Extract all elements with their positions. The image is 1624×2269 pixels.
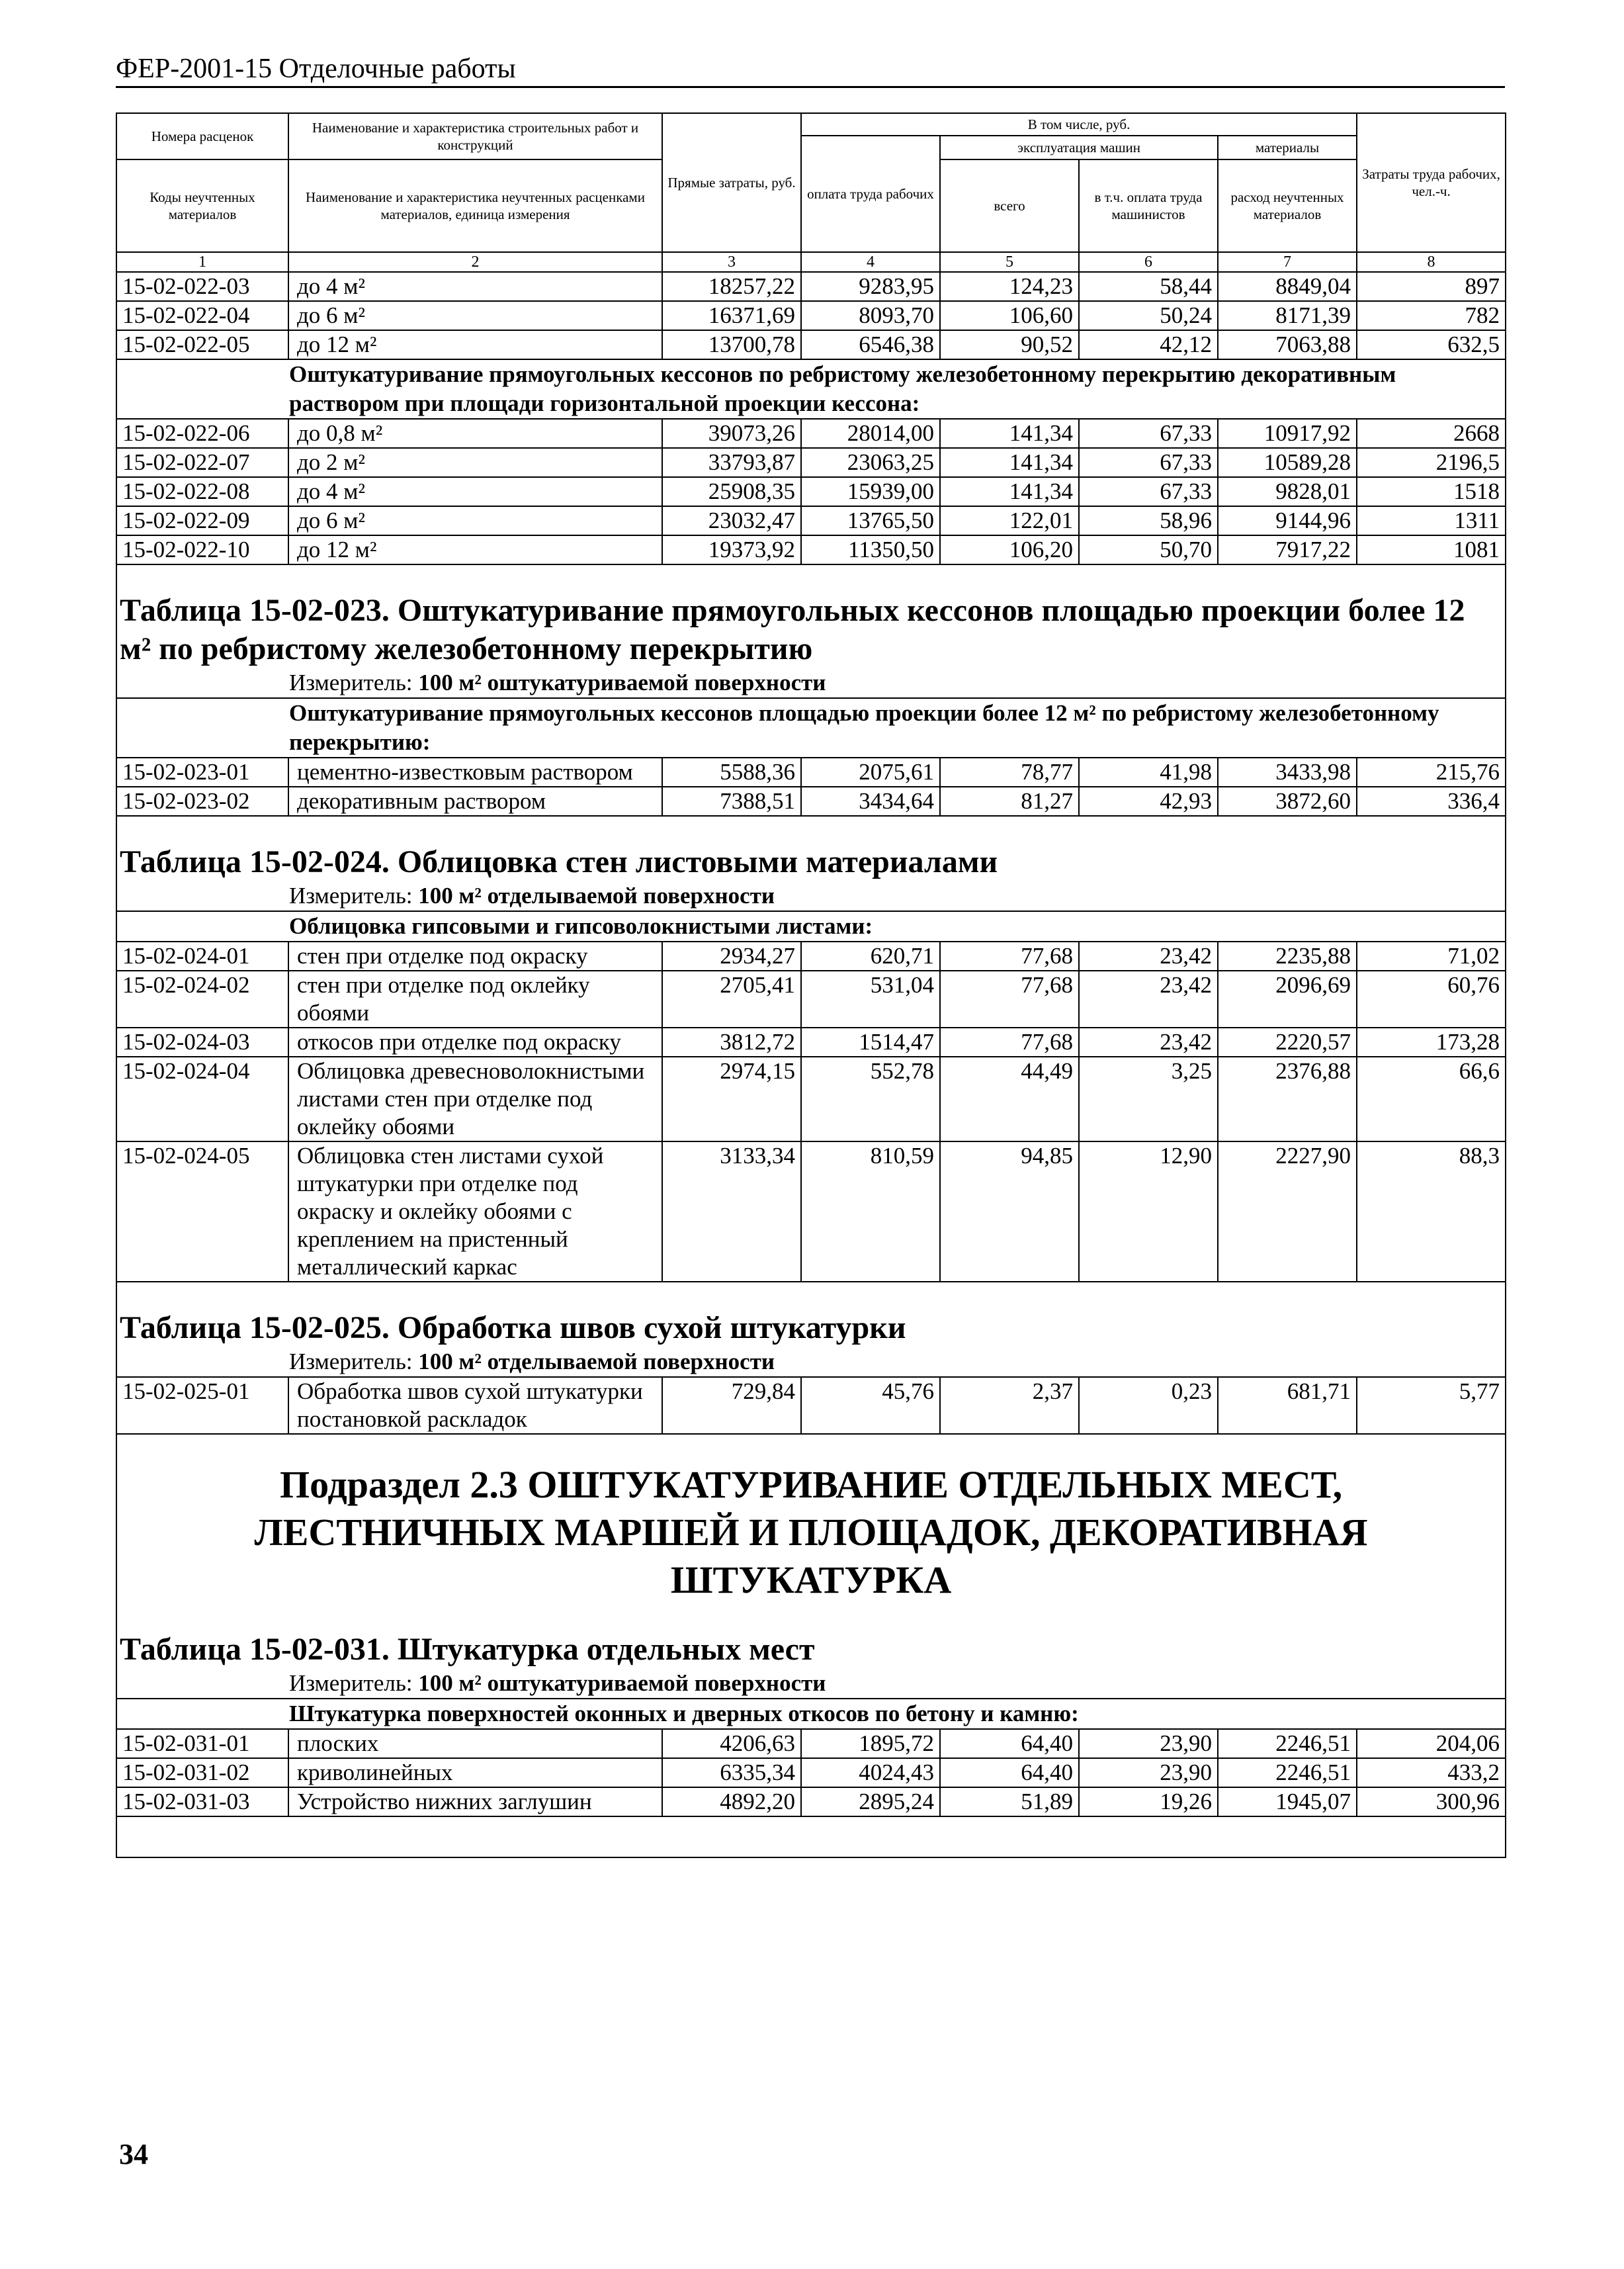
cell-wages: 8093,70 — [801, 301, 940, 330]
cell-direct-costs: 5588,36 — [662, 758, 801, 787]
cell-machinist-wages: 50,24 — [1079, 301, 1218, 330]
cell-labor-hours: 2196,5 — [1357, 448, 1506, 477]
cell-machines-total: 78,77 — [940, 758, 1079, 787]
col-index: 6 — [1079, 252, 1218, 272]
cell-machines-total: 44,49 — [940, 1057, 1079, 1141]
cell-materials: 2246,51 — [1218, 1729, 1357, 1758]
col-head-material-names: Наименование и характеристика неучтенных расценками материалов, единица измерения — [288, 159, 662, 252]
cell-machinist-wages: 67,33 — [1079, 419, 1218, 448]
cell-wages: 4024,43 — [801, 1758, 940, 1787]
cell-labor-hours: 215,76 — [1357, 758, 1506, 787]
table-row — [116, 419, 1506, 448]
cell-direct-costs: 19373,92 — [662, 535, 801, 564]
cell-labor-hours: 71,02 — [1357, 942, 1506, 971]
col-head-direct-costs: Прямые затраты, руб. — [662, 113, 801, 252]
cell-direct-costs: 2974,15 — [662, 1057, 801, 1141]
cell-labor-hours: 60,76 — [1357, 971, 1506, 1028]
col-head-machines-total: всего — [940, 159, 1079, 252]
col-head-machines: эксплуатация машин — [940, 136, 1218, 159]
col-index: 7 — [1218, 252, 1357, 272]
cell-machinist-wages: 58,44 — [1079, 272, 1218, 301]
cell-machinist-wages: 12,90 — [1079, 1141, 1218, 1282]
cell-rate-code: 15-02-025-01 — [116, 1377, 288, 1434]
unit-value: 100 м² оштукатуриваемой поверхности — [418, 670, 826, 695]
table-row — [116, 301, 1506, 330]
cell-materials: 3872,60 — [1218, 787, 1357, 816]
table-row — [116, 448, 1506, 477]
group-heading: Штукатурка поверхностей оконных и дверных откосов по бетону и камню: — [116, 1699, 1506, 1729]
group-heading: Облицовка гипсовыми и гипсоволокнистыми листами: — [116, 911, 1506, 942]
cell-labor-hours: 433,2 — [1357, 1758, 1506, 1787]
unit-line — [116, 668, 1506, 698]
table-row — [116, 330, 1506, 359]
cell-direct-costs: 39073,26 — [662, 419, 801, 448]
col-head-work-name: Наименование и характеристика строительных работ и конструкций — [288, 113, 662, 159]
cell-machinist-wages: 50,70 — [1079, 535, 1218, 564]
cell-wages: 810,59 — [801, 1141, 940, 1282]
cell-rate-code: 15-02-023-02 — [116, 787, 288, 816]
cell-wages: 45,76 — [801, 1377, 940, 1434]
cell-labor-hours: 173,28 — [1357, 1028, 1506, 1057]
cell-wages: 15939,00 — [801, 477, 940, 506]
cell-work-name: до 2 м² — [288, 448, 662, 477]
cell-rate-code: 15-02-023-01 — [116, 758, 288, 787]
cell-materials: 2096,69 — [1218, 971, 1357, 1028]
table-row — [116, 1141, 1506, 1282]
cell-machines-total: 122,01 — [940, 506, 1079, 535]
cell-work-name: до 4 м² — [288, 477, 662, 506]
col-head-machinist-wages: в т.ч. оплата труда машинистов — [1079, 159, 1218, 252]
cell-work-name: до 12 м² — [288, 330, 662, 359]
cell-labor-hours: 782 — [1357, 301, 1506, 330]
col-index: 3 — [662, 252, 801, 272]
cell-direct-costs: 7388,51 — [662, 787, 801, 816]
cell-work-name: цементно-известковым раствором — [288, 758, 662, 787]
cell-rate-code: 15-02-031-02 — [116, 1758, 288, 1787]
cell-wages: 11350,50 — [801, 535, 940, 564]
cell-materials: 2227,90 — [1218, 1141, 1357, 1282]
cell-rate-code: 15-02-022-04 — [116, 301, 288, 330]
table-row — [116, 758, 1506, 787]
cell-machines-total: 81,27 — [940, 787, 1079, 816]
cell-work-name: до 6 м² — [288, 301, 662, 330]
cell-work-name: до 4 м² — [288, 272, 662, 301]
cell-work-name: плоских — [288, 1729, 662, 1758]
cell-rate-code: 15-02-024-02 — [116, 971, 288, 1028]
table-row — [116, 1057, 1506, 1141]
cell-rate-code: 15-02-022-03 — [116, 272, 288, 301]
cell-materials: 10917,92 — [1218, 419, 1357, 448]
page-number: 34 — [119, 2138, 148, 2170]
cell-wages: 13765,50 — [801, 506, 940, 535]
cell-machinist-wages: 23,42 — [1079, 971, 1218, 1028]
cell-rate-code: 15-02-022-05 — [116, 330, 288, 359]
cell-machines-total: 124,23 — [940, 272, 1079, 301]
unit-value: 100 м² отделываемой поверхности — [418, 1349, 775, 1374]
cell-machines-total: 64,40 — [940, 1758, 1079, 1787]
cell-materials: 681,71 — [1218, 1377, 1357, 1434]
table-title-15-02-023: Таблица 15-02-023. Оштукатуривание прямоугольных кессонов площадью проекции более 12 м² по ребристому железобетонному перекрытию — [116, 592, 1506, 668]
cell-machines-total: 51,89 — [940, 1787, 1079, 1816]
cell-machines-total: 64,40 — [940, 1729, 1079, 1758]
unit-prefix: Измеритель: — [289, 1349, 413, 1374]
cell-machines-total: 141,34 — [940, 477, 1079, 506]
cell-direct-costs: 16371,69 — [662, 301, 801, 330]
cell-work-name: откосов при отделке под окраску — [288, 1028, 662, 1057]
cell-machinist-wages: 23,42 — [1079, 942, 1218, 971]
cell-materials: 8171,39 — [1218, 301, 1357, 330]
col-index: 1 — [116, 252, 288, 272]
table-title-15-02-031: Таблица 15-02-031. Штукатурка отдельных мест — [116, 1630, 1506, 1669]
cell-direct-costs: 13700,78 — [662, 330, 801, 359]
table-row — [116, 477, 1506, 506]
cell-labor-hours: 1518 — [1357, 477, 1506, 506]
cell-wages: 3434,64 — [801, 787, 940, 816]
cell-materials: 8849,04 — [1218, 272, 1357, 301]
cell-direct-costs: 2705,41 — [662, 971, 801, 1028]
col-head-material-codes: Коды неучтенных материалов — [116, 159, 288, 252]
cell-rate-code: 15-02-024-01 — [116, 942, 288, 971]
cell-machines-total: 141,34 — [940, 448, 1079, 477]
cell-machinist-wages: 41,98 — [1079, 758, 1218, 787]
col-index: 2 — [288, 252, 662, 272]
cell-wages: 531,04 — [801, 971, 940, 1028]
cell-labor-hours: 1081 — [1357, 535, 1506, 564]
cell-machinist-wages: 67,33 — [1079, 448, 1218, 477]
col-index: 5 — [940, 252, 1079, 272]
cell-direct-costs: 25908,35 — [662, 477, 801, 506]
cell-direct-costs: 729,84 — [662, 1377, 801, 1434]
cell-wages: 552,78 — [801, 1057, 940, 1141]
table-title-15-02-025: Таблица 15-02-025. Обработка швов сухой штукатурки — [116, 1309, 1506, 1347]
unit-line — [116, 1669, 1506, 1699]
cell-work-name: стен при отделке под окраску — [288, 942, 662, 971]
cell-direct-costs: 3133,34 — [662, 1141, 801, 1282]
cell-direct-costs: 4892,20 — [662, 1787, 801, 1816]
cell-rate-code: 15-02-031-01 — [116, 1729, 288, 1758]
cell-materials: 7917,22 — [1218, 535, 1357, 564]
cell-machines-total: 2,37 — [940, 1377, 1079, 1434]
cell-work-name: криволинейных — [288, 1758, 662, 1787]
cell-work-name: Облицовка стен листами сухой штукатурки при отделке под окраску и оклейку обоями с креплением на пристенный металлический каркас — [288, 1141, 662, 1282]
col-head-material-consumption: расход неучтенных материалов — [1218, 159, 1357, 252]
page-header: ФЕР-2001-15 Отделочные работы — [116, 53, 1505, 88]
cell-materials: 2246,51 — [1218, 1758, 1357, 1787]
table-row — [116, 535, 1506, 564]
cell-rate-code: 15-02-022-10 — [116, 535, 288, 564]
cell-work-name: стен при отделке под оклейку обоями — [288, 971, 662, 1028]
col-head-rate-numbers: Номера расценок — [116, 113, 288, 159]
cell-work-name: Обработка швов сухой штукатурки постановкой раскладок — [288, 1377, 662, 1434]
cell-materials: 2220,57 — [1218, 1028, 1357, 1057]
cell-machines-total: 77,68 — [940, 942, 1079, 971]
cell-rate-code: 15-02-022-06 — [116, 419, 288, 448]
unit-prefix: Измеритель: — [289, 883, 413, 909]
cell-rate-code: 15-02-031-03 — [116, 1787, 288, 1816]
cell-machinist-wages: 23,90 — [1079, 1758, 1218, 1787]
cell-rate-code: 15-02-022-07 — [116, 448, 288, 477]
cell-materials: 9828,01 — [1218, 477, 1357, 506]
cell-rate-code: 15-02-024-04 — [116, 1057, 288, 1141]
cell-materials: 7063,88 — [1218, 330, 1357, 359]
cell-machinist-wages: 67,33 — [1079, 477, 1218, 506]
cell-wages: 28014,00 — [801, 419, 940, 448]
cell-machines-total: 106,20 — [940, 535, 1079, 564]
col-head-materials: материалы — [1218, 136, 1357, 159]
cell-direct-costs: 6335,34 — [662, 1758, 801, 1787]
cell-direct-costs: 4206,63 — [662, 1729, 801, 1758]
unit-line — [116, 881, 1506, 911]
col-head-including: В том числе, руб. — [801, 113, 1357, 136]
rates-table — [116, 112, 1506, 1858]
col-index: 4 — [801, 252, 940, 272]
table-row — [116, 272, 1506, 301]
cell-direct-costs: 18257,22 — [662, 272, 801, 301]
cell-labor-hours: 66,6 — [1357, 1057, 1506, 1141]
table-row — [116, 1729, 1506, 1758]
cell-materials: 2376,88 — [1218, 1057, 1357, 1141]
cell-labor-hours: 5,77 — [1357, 1377, 1506, 1434]
cell-labor-hours: 204,06 — [1357, 1729, 1506, 1758]
cell-wages: 2075,61 — [801, 758, 940, 787]
cell-wages: 2895,24 — [801, 1787, 940, 1816]
cell-wages: 1895,72 — [801, 1729, 940, 1758]
cell-machinist-wages: 23,42 — [1079, 1028, 1218, 1057]
unit-value: 100 м² отделываемой поверхности — [418, 883, 775, 909]
table-row — [116, 942, 1506, 971]
cell-labor-hours: 88,3 — [1357, 1141, 1506, 1282]
cell-materials: 1945,07 — [1218, 1787, 1357, 1816]
cell-labor-hours: 1311 — [1357, 506, 1506, 535]
cell-materials: 9144,96 — [1218, 506, 1357, 535]
col-head-wages: оплата труда рабочих — [801, 136, 940, 252]
cell-work-name: до 0,8 м² — [288, 419, 662, 448]
group-heading: Оштукатуривание прямоугольных кессонов площадью проекции более 12 м² по ребристому железобетонному перекрытию: — [116, 698, 1506, 758]
cell-machinist-wages: 23,90 — [1079, 1729, 1218, 1758]
table-row — [116, 1028, 1506, 1057]
cell-machinist-wages: 42,12 — [1079, 330, 1218, 359]
cell-machines-total: 77,68 — [940, 1028, 1079, 1057]
cell-rate-code: 15-02-022-09 — [116, 506, 288, 535]
table-row — [116, 1758, 1506, 1787]
table-row — [116, 506, 1506, 535]
cell-machinist-wages: 42,93 — [1079, 787, 1218, 816]
unit-value: 100 м² оштукатуриваемой поверхности — [418, 1670, 826, 1696]
cell-wages: 9283,95 — [801, 272, 940, 301]
cell-direct-costs: 33793,87 — [662, 448, 801, 477]
cell-materials: 10589,28 — [1218, 448, 1357, 477]
cell-direct-costs: 23032,47 — [662, 506, 801, 535]
cell-machinist-wages: 58,96 — [1079, 506, 1218, 535]
cell-machines-total: 77,68 — [940, 971, 1079, 1028]
col-head-labor: Затраты труда рабочих, чел.-ч. — [1357, 113, 1506, 252]
cell-labor-hours: 2668 — [1357, 419, 1506, 448]
unit-prefix: Измеритель: — [289, 1670, 413, 1696]
cell-direct-costs: 2934,27 — [662, 942, 801, 971]
cell-machines-total: 90,52 — [940, 330, 1079, 359]
cell-machines-total: 94,85 — [940, 1141, 1079, 1282]
table-title-15-02-024: Таблица 15-02-024. Облицовка стен листовыми материалами — [116, 843, 1506, 881]
cell-work-name: декоративным раствором — [288, 787, 662, 816]
cell-work-name: до 12 м² — [288, 535, 662, 564]
cell-materials: 2235,88 — [1218, 942, 1357, 971]
cell-rate-code: 15-02-022-08 — [116, 477, 288, 506]
cell-machinist-wages: 0,23 — [1079, 1377, 1218, 1434]
table-row — [116, 1377, 1506, 1434]
cell-machines-total: 141,34 — [940, 419, 1079, 448]
cell-work-name: Устройство нижних заглушин — [288, 1787, 662, 1816]
unit-prefix: Измеритель: — [289, 670, 413, 695]
col-index: 8 — [1357, 252, 1506, 272]
cell-rate-code: 15-02-024-03 — [116, 1028, 288, 1057]
table-row — [116, 971, 1506, 1028]
cell-machinist-wages: 19,26 — [1079, 1787, 1218, 1816]
cell-labor-hours: 897 — [1357, 272, 1506, 301]
cell-machines-total: 106,60 — [940, 301, 1079, 330]
group-heading: Оштукатуривание прямоугольных кессонов по ребристому железобетонному перекрытию декоративным раствором при площади горизонтальной проекции кессона: — [116, 359, 1506, 419]
cell-wages: 6546,38 — [801, 330, 940, 359]
cell-work-name: Облицовка древесноволокнистыми листами стен при отделке под оклейку обоями — [288, 1057, 662, 1141]
cell-wages: 23063,25 — [801, 448, 940, 477]
cell-machinist-wages: 3,25 — [1079, 1057, 1218, 1141]
table-row — [116, 1787, 1506, 1816]
cell-direct-costs: 3812,72 — [662, 1028, 801, 1057]
cell-labor-hours: 632,5 — [1357, 330, 1506, 359]
cell-labor-hours: 300,96 — [1357, 1787, 1506, 1816]
table-row — [116, 787, 1506, 816]
cell-materials: 3433,98 — [1218, 758, 1357, 787]
cell-labor-hours: 336,4 — [1357, 787, 1506, 816]
cell-work-name: до 6 м² — [288, 506, 662, 535]
section-heading: Подраздел 2.3 ОШТУКАТУРИВАНИЕ ОТДЕЛЬНЫХ МЕСТ, ЛЕСТНИЧНЫХ МАРШЕЙ И ПЛОЩАДОК, ДЕКОРАТИВНАЯ ШТУКАТУРКА — [116, 1461, 1506, 1604]
cell-rate-code: 15-02-024-05 — [116, 1141, 288, 1282]
unit-line — [116, 1347, 1506, 1377]
cell-wages: 1514,47 — [801, 1028, 940, 1057]
cell-wages: 620,71 — [801, 942, 940, 971]
